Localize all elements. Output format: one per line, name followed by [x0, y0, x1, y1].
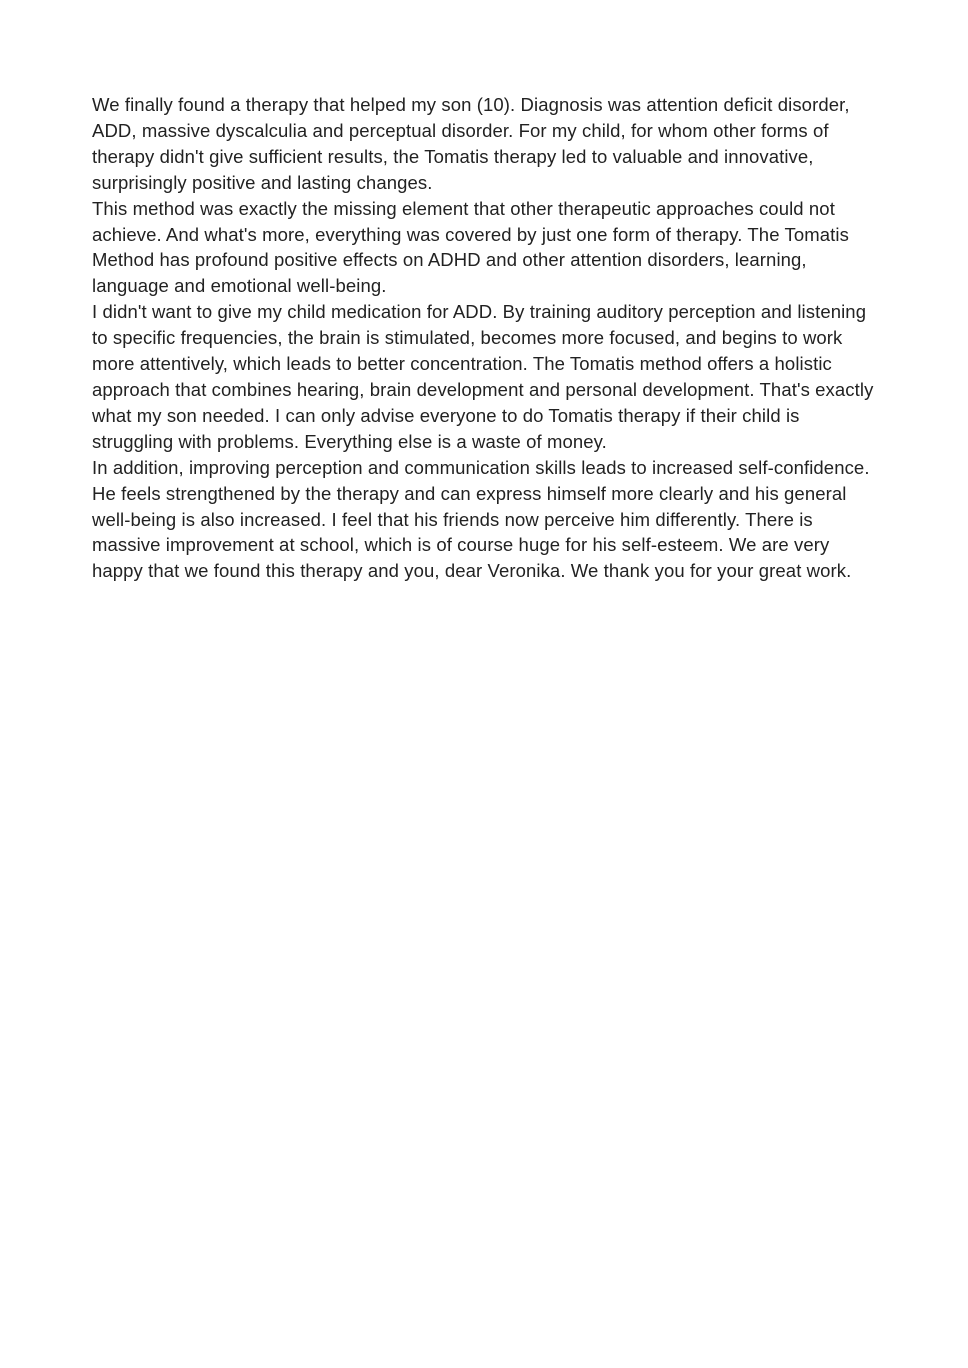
testimonial-paragraph-1: We finally found a therapy that helped my son (10). Diagnosis was attention deficit disorder, ADD, massive dyscalculia and perceptual disorder. For my child, for whom other forms of therapy didn't give sufficient results, the Tomatis therapy led to valuable and innovative, surprisingly positive and lasting changes.: [92, 94, 850, 193]
testimonial-text-block: [92, 92, 880, 584]
testimonial-paragraph-2: This method was exactly the missing element that other therapeutic approaches could not achieve. And what's more, everything was covered by just one form of therapy. The Tomatis Method has profound positive effects on ADHD and other attention disorders, learning, language and emotional well-being.: [92, 197, 849, 297]
testimonial-paragraph-4: In addition, improving perception and communication skills leads to increased self-confidence. He feels strengthened by the therapy and can express himself more clearly and his general well-being is also increased. I feel that his friends now perceive him differently. There is massive improvement at school, which is of course huge for his self-esteem. We are very happy that we found this therapy and you, dear Veronika. We thank you for your great work.: [92, 456, 870, 582]
testimonial-paragraph-3: I didn't want to give my child medication for ADD. By training auditory perception and listening to specific frequencies, the brain is stimulated, becomes more focused, and begins to work more attentively, which leads to better concentration. The Tomatis method offers a holistic approach that combines hearing, brain development and personal development. That's exactly what my son needed. I can only advise everyone to do Tomatis therapy if their child is struggling with problems. Everything else is a waste of money.: [92, 301, 874, 452]
